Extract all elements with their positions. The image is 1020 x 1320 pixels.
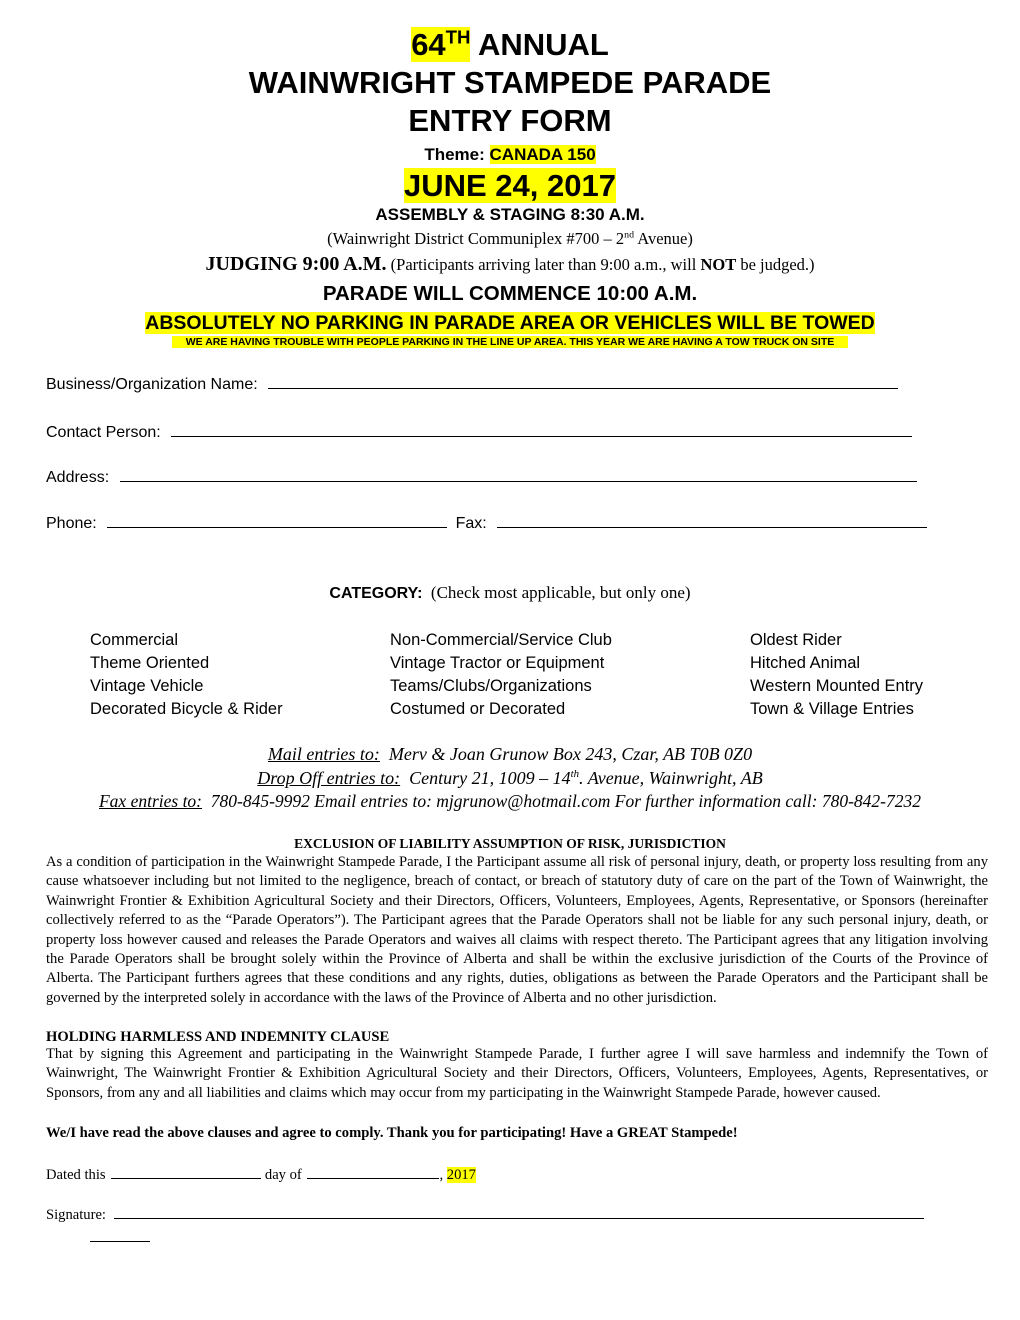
category-teams-clubs[interactable]: Teams/Clubs/Organizations [390, 677, 592, 695]
holding-text: That by signing this Agreement and participating in the Wainwright Stampede Parade, I further agree I will save harmless and indemnify the Town of Wainwright, The Wainwright Frontier & Exhibition Agricultural Society and their Directors, Officers, Volunteers, Employees, Agents, Representatives, or Sponsors, from any and all liabilities and claims which may occur from my participating in the Wainwright Stampede Parade, however caused. [46, 1046, 988, 1101]
no-parking-text: ABSOLUTELY NO PARKING IN PARADE AREA OR VEHICLES WILL BE TOWED [145, 312, 875, 334]
agree-statement: We/I have read the above clauses and agree to comply. Thank you for participating! Have a GREAT Stampede! [46, 1125, 738, 1141]
signature-line[interactable] [46, 1206, 924, 1224]
signature-label: Signature: [46, 1207, 106, 1223]
business-name-line[interactable] [268, 387, 898, 389]
mail-entries-address: Merv & Joan Grunow Box 243, Czar, AB T0B 0Z0 [388, 744, 753, 764]
category-label: CATEGORY: [329, 585, 423, 602]
judging-note: (Participants arriving later than 9:00 a.m., will [386, 255, 701, 274]
contact-person-line[interactable] [171, 435, 912, 437]
fax-entries-contact: 780-845-9992 Email entries to: mjgrunow@hotmail.com For further information call: 780-842-7232 [210, 791, 921, 811]
theme-value: CANADA 150 [489, 145, 596, 164]
title-annual: ANNUAL [477, 27, 609, 62]
fax-label: Fax: [455, 515, 487, 532]
fax-entries [0, 790, 1020, 812]
phone-fax-field [46, 515, 927, 533]
category-costumed[interactable]: Costumed or Decorated [390, 700, 566, 718]
category-decorated-bicycle[interactable]: Decorated Bicycle & Rider [90, 700, 283, 718]
title-ordinal: 64 [411, 27, 446, 62]
category-theme-oriented[interactable]: Theme Oriented [90, 654, 210, 672]
category-vintage-vehicle[interactable]: Vintage Vehicle [90, 677, 204, 695]
fax-line[interactable] [497, 526, 927, 528]
category-western-mounted[interactable]: Western Mounted Entry [750, 677, 924, 695]
dropoff-address-end: . Avenue, Wainwright, AB [579, 768, 763, 788]
parade-date [0, 168, 1020, 204]
holding-title: HOLDING HARMLESS AND INDEMNITY CLAUSE [46, 1029, 390, 1045]
category-hitched-animal[interactable]: Hitched Animal [750, 654, 861, 672]
category-vintage-tractor[interactable]: Vintage Tractor or Equipment [390, 654, 605, 672]
judging-note-end: be judged.) [736, 255, 815, 274]
phone-line[interactable] [107, 526, 447, 528]
no-parking-warning [0, 312, 1020, 334]
dated-year: 2017 [446, 1167, 476, 1183]
category-commercial[interactable]: Commercial [90, 631, 179, 649]
location-text: (Wainwright District Communiplex #700 – 2 [327, 229, 625, 248]
tow-notice [0, 336, 1020, 349]
category-oldest-rider[interactable]: Oldest Rider [750, 631, 842, 649]
mail-entries [0, 743, 1020, 765]
location-sup: nd [624, 229, 635, 241]
address-field[interactable] [46, 469, 917, 487]
phone-label: Phone: [46, 515, 97, 532]
category-town-village[interactable]: Town & Village Entries [750, 700, 914, 718]
signature-underline-continued [90, 1241, 150, 1242]
dated-this-label: Dated this [46, 1167, 106, 1183]
signature-underline[interactable] [114, 1217, 924, 1219]
fax-entries-label: Fax entries to: [98, 791, 203, 811]
title-line-3: ENTRY FORM [408, 103, 612, 138]
day-of-label: day of [264, 1167, 302, 1183]
dropoff-sup: th [570, 768, 580, 780]
category-column-2 [390, 629, 612, 721]
business-name-field[interactable] [46, 376, 898, 394]
contact-person-field[interactable] [46, 424, 912, 442]
theme-line [0, 145, 1020, 165]
title-line-1 [0, 27, 1020, 63]
dropoff-entries [0, 767, 1020, 789]
dropoff-address: Century 21, 1009 – 14 [409, 768, 571, 788]
exclusion-text: As a condition of participation in the Wainwright Stampede Parade, I the Participant assume all risk of personal injury, death, or property loss resulting from any cause whatsoever including but not limited to the negligence, breach of contact, or breach of statutory duty of care on the part of the Town of Wainwright, the Wainwright Frontier & Exhibition Agricultural Society and their Directors, Officers, Volunteers, Employees, Agents, Representative, or Sponsors (hereinafter collectively referred to as the “Parade Operators”). The Participant agrees that the Parade Operators shall not be liable for any such personal injury, death, or property loss however caused and releases the Parade Operators and waives all claims with respect thereto. The Participant agrees that any litigation involving the Parade Operators shall be brought solely within the Province of Alberta and shall be within the exclusive jurisdiction of the Courts of the Province of Alberta. The Participant furthers agrees that these conditions and any rights, duties, obligations as between the Parade Operators and the Participant shall be governed by the interpreted solely in accordance with the laws of the Province of Alberta and no other jurisdiction. [46, 854, 988, 1006]
theme-label: Theme: [424, 145, 485, 164]
category-heading [0, 583, 1020, 604]
category-column-1 [90, 629, 283, 721]
dated-day-line[interactable] [111, 1177, 261, 1179]
dated-month-line[interactable] [307, 1177, 439, 1179]
category-column-3 [750, 629, 923, 721]
exclusion-title: EXCLUSION OF LIABILITY ASSUMPTION OF RISK, JURISDICTION [294, 836, 726, 851]
address-line[interactable] [120, 480, 917, 482]
title-ordinal-suffix: TH [445, 26, 471, 48]
title-line-2: WAINWRIGHT STAMPEDE PARADE [248, 65, 772, 100]
commence-time: PARADE WILL COMMENCE 10:00 A.M. [322, 282, 698, 305]
judging-line [0, 253, 1020, 276]
judging-time: JUDGING 9:00 A.M. [205, 253, 387, 275]
address-label: Address: [46, 469, 110, 486]
judging-not: NOT [700, 255, 737, 274]
dropoff-entries-label: Drop Off entries to: [257, 768, 401, 788]
business-name-label: Business/Organization Name: [46, 376, 258, 393]
assembly-location [0, 229, 1020, 249]
location-text-end: Avenue) [634, 229, 693, 248]
contact-person-label: Contact Person: [46, 424, 161, 441]
dated-line [46, 1166, 476, 1184]
tow-notice-text: WE ARE HAVING TROUBLE WITH PEOPLE PARKING IN THE LINE UP AREA. THIS YEAR WE ARE HAVING A TOW TRUCK ON SITE [172, 336, 849, 348]
dated-comma: , [439, 1167, 444, 1183]
parade-date-text: JUNE 24, 2017 [404, 168, 616, 203]
category-non-commercial[interactable]: Non-Commercial/Service Club [390, 631, 612, 649]
assembly-time: ASSEMBLY & STAGING 8:30 A.M. [375, 205, 645, 224]
mail-entries-label: Mail entries to: [267, 744, 380, 764]
category-note: (Check most applicable, but only one) [430, 583, 691, 602]
